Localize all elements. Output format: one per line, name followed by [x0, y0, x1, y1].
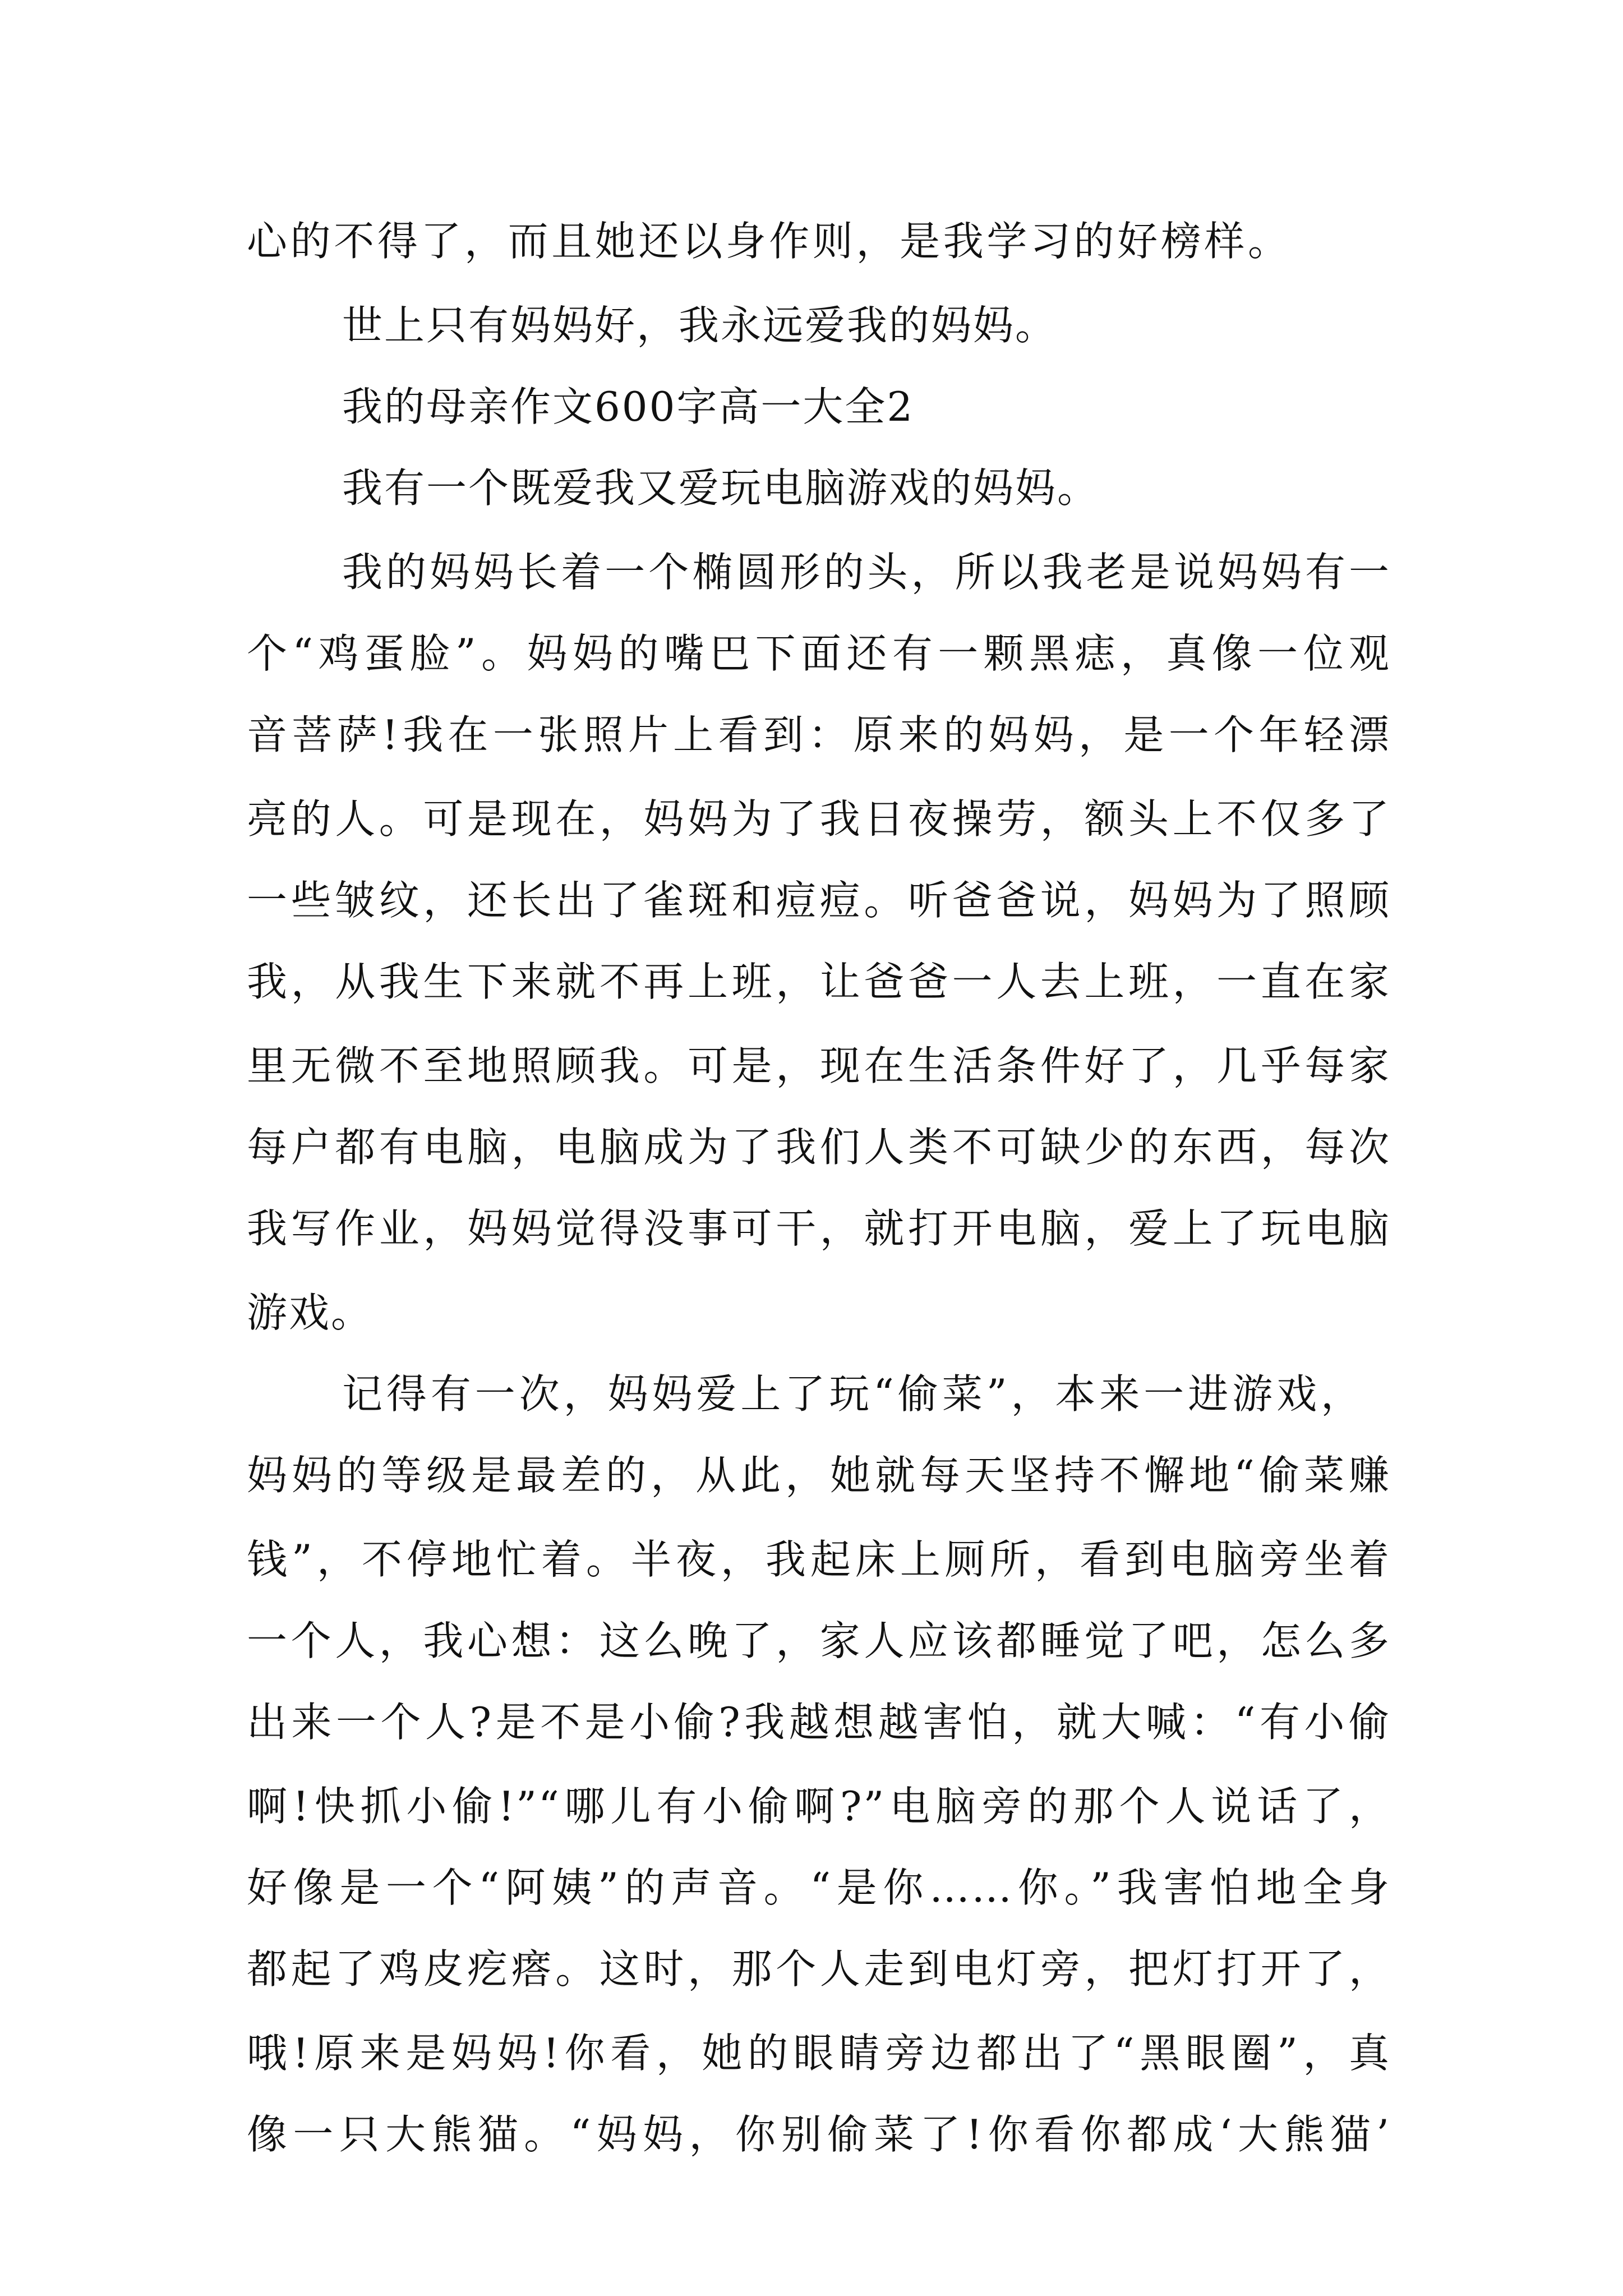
text-line: 好像是一个“阿姨”的声音。“是你……你。”我害怕地全身 [247, 1864, 1391, 1911]
text-line: 钱”，不停地忙着。半夜，我起床上厕所，看到电脑旁坐着 [247, 1536, 1391, 1583]
text-line: 妈妈的等级是最差的，从此，她就每天坚持不懈地“偷菜赚 [247, 1452, 1391, 1499]
text-line: 啊!快抓小偷!”“哪儿有小偷啊?”电脑旁的那个人说话了， [247, 1783, 1391, 1830]
text-line: 记得有一次，妈妈爱上了玩“偷菜”，本来一进游戏， [342, 1370, 1363, 1418]
text-line: 每户都有电脑，电脑成为了我们人类不可缺少的东西，每次 [247, 1124, 1391, 1171]
text-line: 都起了鸡皮疙瘩。这时，那个人走到电灯旁，把灯打开了， [247, 1945, 1391, 1993]
text-line: 游戏。 [247, 1289, 374, 1336]
text-line: 我写作业，妈妈觉得没事可干，就打开电脑，爱上了玩电脑 [247, 1205, 1391, 1252]
text-line: 世上只有妈妈好，我永远爱我的妈妈。 [342, 302, 1058, 349]
text-line: 个“鸡蛋脸”。妈妈的嘴巴下面还有一颗黑痣，真像一位观 [247, 630, 1391, 677]
text-line: 我的母亲作文600字高一大全2 [342, 383, 915, 430]
text-line: 音菩萨!我在一张照片上看到：原来的妈妈，是一个年轻漂 [247, 711, 1391, 758]
text-line: 心的不得了，而且她还以身作则，是我学习的好榜样。 [247, 218, 1290, 265]
text-line: 一些皱纹，还长出了雀斑和痘痘。听爸爸说，妈妈为了照顾 [247, 877, 1391, 924]
text-line: 里无微不至地照顾我。可是，现在生活条件好了，几乎每家 [247, 1042, 1391, 1089]
text-line: 像一只大熊猫。“妈妈，你别偷菜了!你看你都成‘大熊猫’ [247, 2111, 1391, 2158]
text-line: 我有一个既爱我又爱玩电脑游戏的妈妈。 [342, 464, 1100, 512]
text-line: 我，从我生下来就不再上班，让爸爸一人去上班，一直在家 [247, 958, 1391, 1005]
text-line: 哦!原来是妈妈!你看，她的眼睛旁边都出了“黑眼圈”，真 [247, 2030, 1391, 2077]
text-line: 出来一个人?是不是小偷?我越想越害怕，就大喊：“有小偷 [247, 1699, 1391, 1746]
text-line: 我的妈妈长着一个椭圆形的头，所以我老是说妈妈有一 [342, 549, 1391, 596]
text-line: 一个人，我心想：这么晚了，家人应该都睡觉了吧，怎么多 [247, 1617, 1391, 1664]
text-line: 亮的人。可是现在，妈妈为了我日夜操劳，额头上不仅多了 [247, 795, 1391, 843]
